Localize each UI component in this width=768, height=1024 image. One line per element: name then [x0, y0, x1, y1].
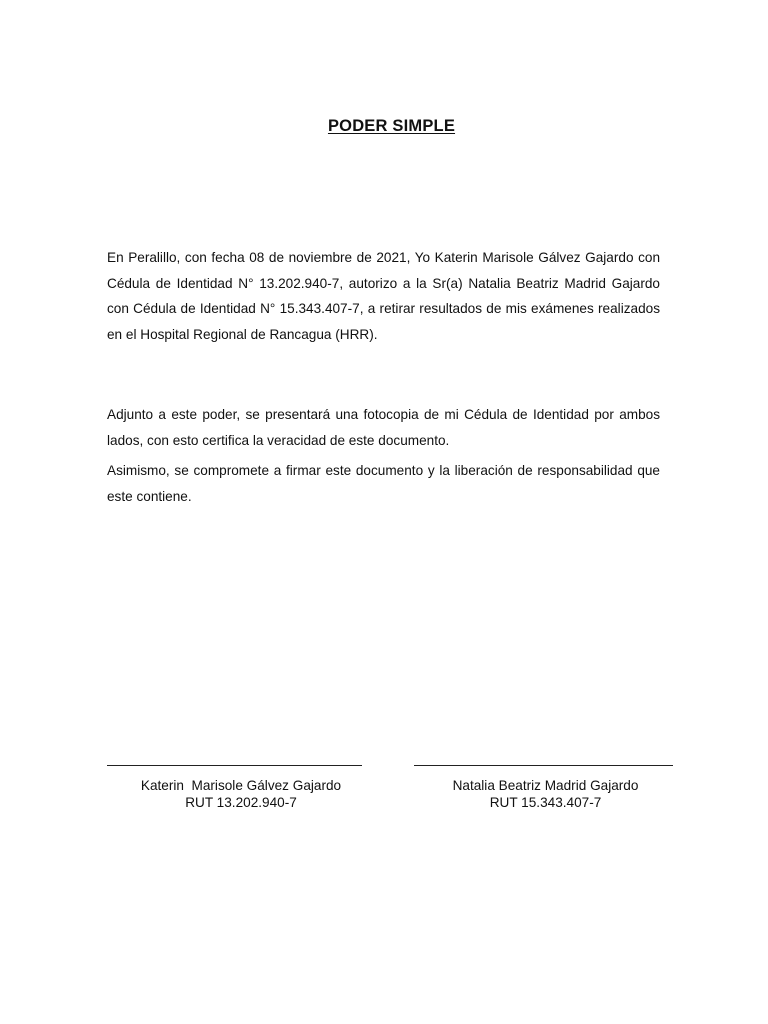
signer-name: Katerin Marisole Gálvez Gajardo — [140, 778, 342, 793]
commitment-paragraph: Asimismo, se compromete a firmar este documento y la liberación de responsabilidad que este contiene. — [107, 463, 660, 504]
authorization-paragraph: En Peralillo, con fecha 08 de noviembre de 2021, Yo Katerin Marisole Gálvez Gajardo con Cédula de Identidad N° 13.202.940-7, autorizo a la Sr(a) Natalia Beatriz Madrid Gajardo con Cédula de Identidad N° 15.343.407-7, a retirar resultados de mis exámenes realizados en el Hospital Regional de Rancagua (HRR). — [107, 250, 660, 342]
signer-rut: RUT 13.202.940-7 — [185, 795, 297, 810]
signer-name: Natalia Beatriz Madrid Gajardo — [452, 778, 639, 793]
attachment-paragraph: Adjunto a este poder, se presentará una fotocopia de mi Cédula de Identidad por ambos lados, con esto certifica la veracidad de este documento. — [107, 407, 660, 448]
signature-line-grantee — [414, 765, 673, 766]
signature-block-grantor — [107, 777, 375, 811]
signature-line-grantor — [107, 765, 362, 766]
document-title: PODER SIMPLE — [327, 117, 456, 135]
signature-block-grantee — [414, 777, 677, 811]
signer-rut: RUT 15.343.407-7 — [489, 795, 602, 810]
